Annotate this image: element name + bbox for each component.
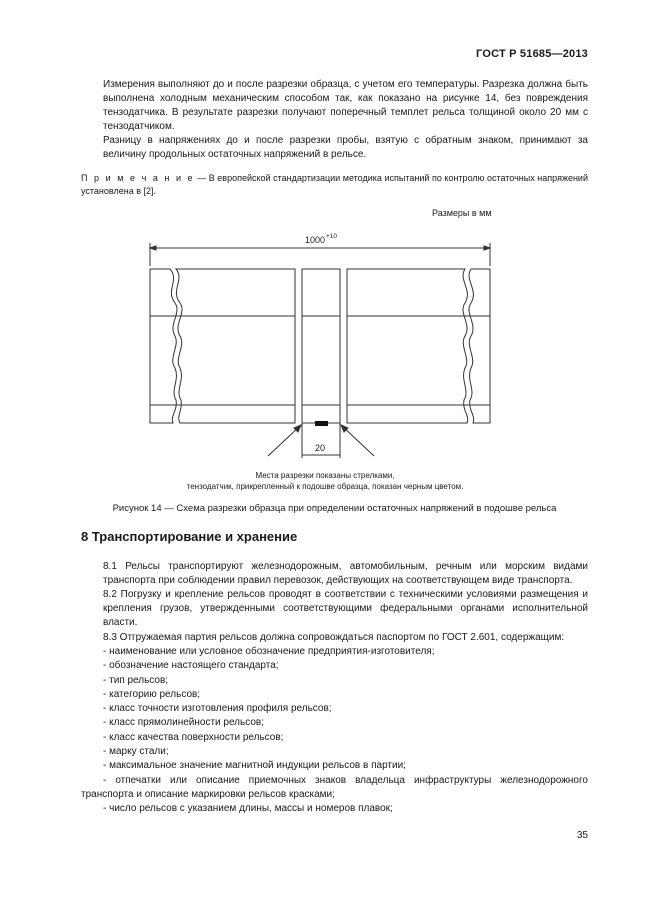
dim-total-label: 1000: [305, 235, 326, 245]
paragraph-text: 8.2 Погрузку и крепление рельсов проводят в соответствии с техническими условиями размещения и крепления грузов, утвержденными соответствующими федеральными органами исполнительной власти.: [103, 589, 588, 628]
rail-cutting-diagram: [140, 228, 510, 468]
paragraph-stress-difference: [81, 134, 588, 162]
list-item-text: - обозначение настоящего стандарта;: [103, 660, 279, 671]
dim-arrow-right: [484, 246, 490, 250]
list-item: [81, 774, 588, 802]
list-item-text: - категорию рельсов;: [103, 689, 201, 700]
rail-left-piece: [176, 269, 295, 423]
list-item-text: - число рельсов с указанием длины, массы и номеров плавок;: [103, 803, 393, 814]
figure-caption: Рисунок 14 — Схема разрезки образца при определении остаточных напряжений в подошве рельса: [112, 503, 557, 514]
paragraph-text: 8.3 Отгружаемая партия рельсов должна сопровождаться паспортом по ГОСТ 2.601, содержащим:: [103, 632, 565, 643]
list-item-text: - марку стали;: [103, 746, 169, 757]
paragraph-8-1: [81, 560, 588, 588]
list-item-text: - класс прямолинейности рельсов;: [103, 717, 264, 728]
dim-slice-label: 20: [315, 443, 326, 453]
list-item: [81, 759, 588, 773]
list-item-text: - класс точности изготовления профиля рельсов;: [103, 703, 332, 714]
list-item-text: - максимальное значение магнитной индукции рельсов в партии;: [103, 760, 406, 771]
figure-note-line2: тензодатчик, прикрепленный к подошве образца, показан черным цветом.: [186, 482, 464, 491]
dimensions-label: Размеры в мм: [432, 208, 492, 218]
list-item: [81, 659, 588, 673]
list-item: [81, 688, 588, 702]
rail-left-end-piece: [150, 269, 177, 423]
rail-right-end-piece: [469, 269, 490, 423]
note-text: — В европейской стандартизации методика испытаний по контролю остаточных напряжений установлена в [2].: [81, 173, 588, 196]
note-label: П р и м е ч а н и е: [81, 173, 195, 183]
page-number: 35: [576, 830, 588, 841]
paragraph-measurements: [81, 78, 588, 134]
list-item-text: - отпечатки или описание приемочных знаков владельца инфраструктуры железнодорожного транспорта и описание маркировки рельсов красками;: [81, 775, 588, 800]
rail-slice-20mm: [302, 269, 340, 423]
list-item-text: - тип рельсов;: [103, 675, 169, 686]
dim-tolerance-label: +10: [326, 233, 338, 240]
paragraph-text: Измерения выполняют до и после разрезки образца, с учетом его температуры. Разрезка должна быть выполнена холодным механическим способом так, как показано на рисунке 14, без повреждения тензодатчика. В результате разрезки получают поперечный темплет рельса толщиной около 20 мм с тензодатчиком.: [103, 79, 588, 132]
paragraph-8-3: [81, 631, 588, 645]
rail-right-piece: [347, 269, 468, 423]
list-item: [81, 702, 588, 716]
paragraph-8-2: [81, 588, 588, 630]
list-item: [81, 716, 588, 730]
dim-arrow-left: [150, 246, 156, 250]
list-item-text: - наименование или условное обозначение предприятия-изготовителя;: [103, 646, 435, 657]
list-item: [81, 645, 588, 659]
strain-gauge-mark: [315, 421, 328, 426]
paragraph-text: 8.1 Рельсы транспортируют железнодорожным, автомобильным, речным или морским видами транспорта при соблюдении правил перевозок, действующих на соответствующем виде транспорта.: [103, 561, 588, 586]
list-item: [81, 731, 588, 745]
list-item: [81, 674, 588, 688]
section-title: 8 Транспортирование и хранение: [81, 529, 298, 544]
note-paragraph: [81, 172, 588, 198]
list-item: [81, 802, 588, 816]
list-item: [81, 745, 588, 759]
figure-note-line1: Места разрезки показаны стрелками,: [255, 471, 395, 480]
list-item-text: - класс качества поверхности рельсов;: [103, 732, 284, 743]
standard-code: ГОСТ Р 51685—2013: [476, 48, 588, 60]
paragraph-text: Разницу в напряжениях до и после разрезки пробы, взятую с обратным знаком, принимают за величину продольных остаточных напряжений в рельсе.: [103, 135, 588, 160]
